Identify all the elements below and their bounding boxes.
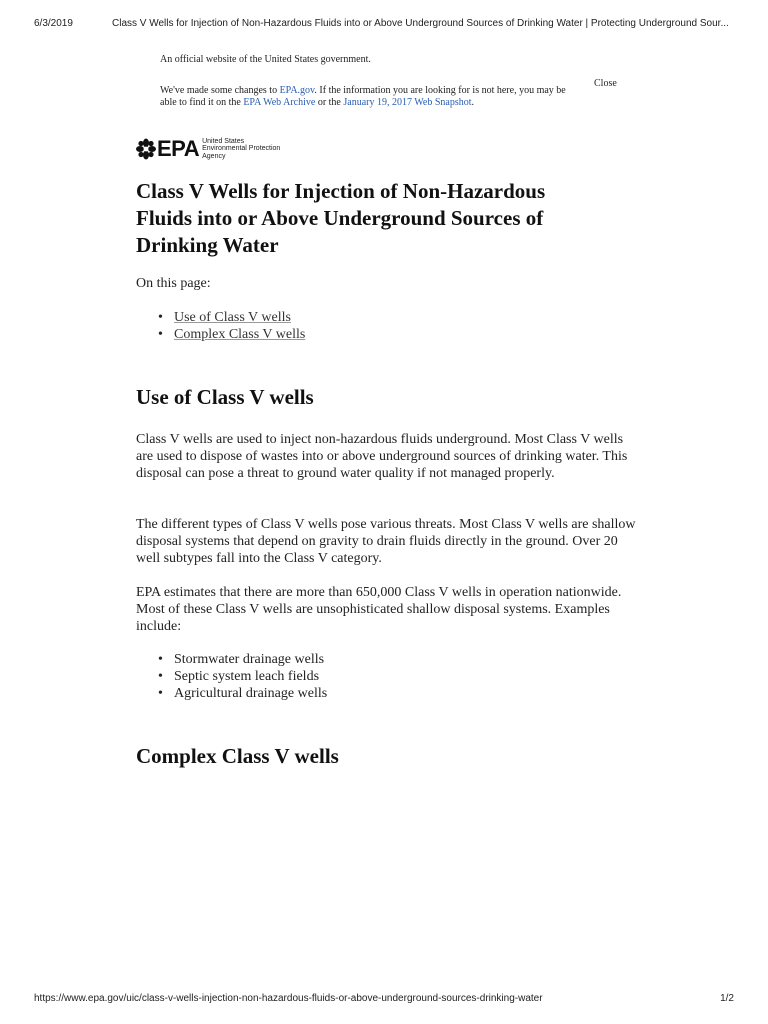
epa-logo-text: EPA [157, 136, 200, 161]
section-heading-use-of-class-v-wells: Use of Class V wells [136, 385, 314, 409]
paragraph-intro: Class V wells are used to inject non-hazardous fluids underground. Most Class V wells are used to dispose of wastes into or above underground sources of drinking water. This disposal can pose a threat to ground water quality if not managed properly. [136, 432, 628, 481]
paragraph-threats: The different types of Class V wells pose various threats. Most Class V wells are shallow disposal systems that depend on gravity to drain fluids directly in the ground. Over 20 well subtypes fall into the Class V category. [136, 517, 636, 566]
print-date: 6/3/2019 [34, 18, 73, 29]
close-button[interactable]: Close [594, 78, 617, 89]
epa-logo[interactable] [136, 136, 280, 162]
web-snapshot-link[interactable]: January 19, 2017 Web Snapshot [343, 97, 472, 108]
list-item: • Septic system leach fields [136, 668, 327, 685]
section-heading-complex-class-v-wells: Complex Class V wells [136, 744, 339, 768]
toc-item [136, 309, 305, 326]
print-document-title: Class V Wells for Injection of Non-Hazardous Fluids into or Above Underground Sources of Drinking Water | Protecting Underground Sour... [112, 18, 729, 29]
examples-list [136, 651, 327, 702]
print-footer [34, 993, 734, 1004]
list-item: • Stormwater drainage wells [136, 651, 327, 668]
web-archive-link[interactable]: EPA Web Archive [243, 97, 316, 108]
changes-notice: We've made some changes to EPA.gov. If the information you are looking for is not here, you may be able to find it on the EPA Web Archive or the January 19, 2017 Web Snapshot. [160, 85, 566, 108]
toc-link-use-of-class-v-wells[interactable]: Use of Class V wells [174, 310, 291, 325]
paragraph-estimates: EPA estimates that there are more than 650,000 Class V wells in operation nationwide. Most of these Class V wells are unsophisticated shallow disposal systems. Examples include: [136, 585, 622, 634]
page-title: Class V Wells for Injection of Non-Hazardous Fluids into or Above Underground Sources of Drinking Water [136, 179, 546, 257]
epa-gov-link[interactable]: EPA.gov [279, 85, 315, 96]
epa-flower-icon [136, 138, 156, 160]
official-site-banner: An official website of the United States government. [160, 54, 371, 65]
toc-link-complex-class-v-wells[interactable]: Complex Class V wells [174, 327, 306, 342]
page-number: 1/2 [720, 993, 734, 1004]
agency-name: United States Environmental Protection Agency [202, 137, 281, 160]
toc-item [136, 326, 305, 343]
on-this-page-label: On this page: [136, 276, 211, 291]
print-url: https://www.epa.gov/uic/class-v-wells-injection-non-hazardous-fluids-or-above-underground-sources-drinking-water [34, 993, 543, 1004]
list-item: • Agricultural drainage wells [136, 685, 327, 702]
table-of-contents [136, 309, 305, 343]
